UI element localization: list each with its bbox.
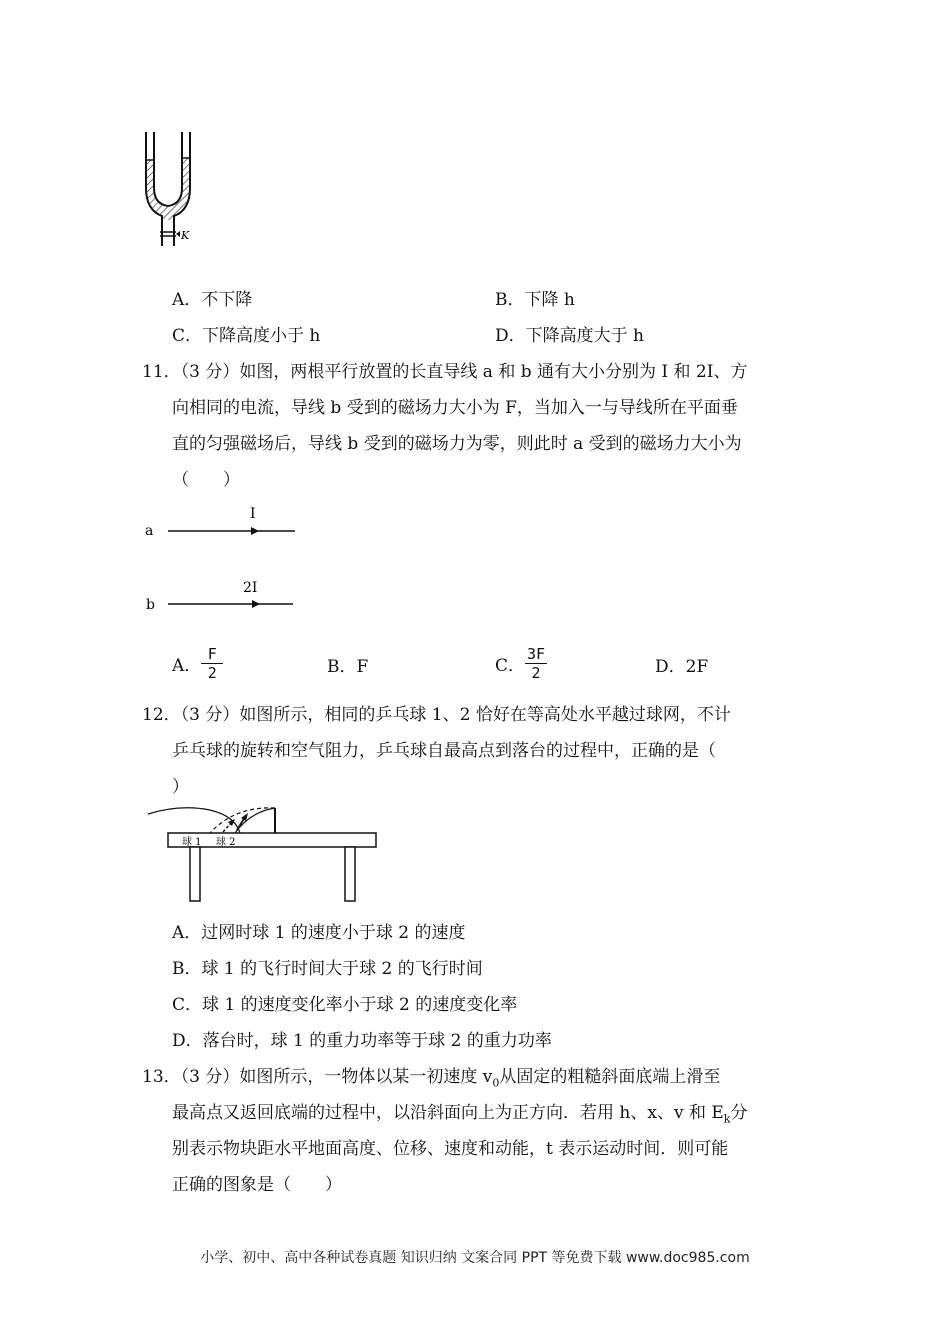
valve-label: K: [181, 229, 190, 242]
current-a-label: I: [250, 506, 256, 522]
q12-option-b[interactable]: B．球 1 的飞行时间大于球 2 的飞行时间: [172, 959, 483, 979]
parallel-wires-figure: [140, 498, 305, 618]
q11-option-b[interactable]: B．F: [327, 657, 369, 677]
q13-score: （3 分）: [180, 1067, 240, 1087]
arrow-right-icon: [251, 527, 259, 535]
q11-option-d[interactable]: D．2F: [655, 657, 709, 677]
q13-number: 13．: [142, 1067, 181, 1087]
page-footer: 小学、初中、高中各种试卷真题 知识归纳 文案合同 PPT 等免费下载 www.doc985.com: [200, 1250, 750, 1266]
q13-stem-line-2: 最高点又返回底端的过程中，以沿斜面向上为正方向．若用 h、x、v 和 $E_k$分: [172, 1103, 748, 1126]
q11-stem-line-1: 11．（3 分）如图，两根平行放置的长直导线 a 和 b 通有大小分别为 I 和 2I、方: [142, 362, 748, 382]
u-tube-figure: [140, 128, 200, 253]
arrow-right-icon: [252, 600, 260, 608]
fraction: $\frac{F}{2}$: [201, 646, 223, 681]
wire-a-label: a: [145, 523, 154, 539]
q11-stem-line-4: （ ）: [172, 470, 240, 490]
table-leg: [190, 847, 200, 901]
q11-number: 11．: [142, 362, 181, 382]
q10-option-c[interactable]: C．下降高度小于 h: [172, 326, 321, 346]
q12-stem-line-3: ）: [172, 777, 189, 797]
q11-stem-line-3: 直的匀强磁场后，导线 b 受到的磁场力为零，则此时 a 受到的磁场力大小为: [172, 434, 742, 454]
table-leg: [345, 847, 355, 901]
ball-2-label: 球 2: [216, 837, 236, 848]
q13-stem-line-1: 13．（3 分）如图所示，一物体以某一初速度 $v_0$从固定的粗糙斜面底端上滑至: [142, 1067, 721, 1090]
current-b-label: 2I: [243, 580, 258, 596]
table-tennis-figure: [140, 800, 385, 905]
q13-stem-line-3: 别表示物块距水平地面高度、位移、速度和动能，t 表示运动时间．则可能: [172, 1139, 729, 1159]
q12-stem-line-1: 12．（3 分）如图所示，相同的乒乓球 1、2 恰好在等高处水平越过球网，不计: [142, 705, 731, 725]
fraction: $\frac{3F}{2}$: [526, 644, 546, 682]
trajectory-ball-1: [235, 808, 275, 833]
trajectory-ball-1: [148, 808, 240, 833]
q12-number: 12．: [142, 705, 181, 725]
q11-score: （3 分）: [180, 362, 240, 382]
q12-option-a[interactable]: A．过网时球 1 的速度小于球 2 的速度: [172, 923, 466, 943]
q10-option-a[interactable]: A．不下降: [172, 290, 253, 310]
q11-option-c[interactable]: C． $\frac{3F}{2}$: [495, 644, 546, 682]
q12-option-c[interactable]: C．球 1 的速度变化率小于球 2 的速度变化率: [172, 995, 518, 1015]
q12-option-d[interactable]: D．落台时，球 1 的重力功率等于球 2 的重力功率: [172, 1031, 552, 1051]
q12-score: （3 分）: [180, 705, 240, 725]
ball-1-label: 球 1: [182, 837, 202, 848]
q13-stem-line-4: 正确的图象是（ ）: [172, 1175, 342, 1195]
q10-option-d[interactable]: D．下降高度大于 h: [495, 326, 644, 346]
wire-b-label: b: [146, 597, 155, 613]
q12-stem-line-2: 乒乓球的旋转和空气阻力，乒乓球自最高点到落台的过程中，正确的是（: [172, 741, 716, 761]
q11-option-a[interactable]: A． $\frac{F}{2}$: [172, 643, 223, 683]
q11-stem-line-2: 向相同的电流，导线 b 受到的磁场力大小为 F，当加入一与导线所在平面垂: [172, 398, 738, 418]
q10-option-b[interactable]: B．下降 h: [495, 290, 575, 310]
